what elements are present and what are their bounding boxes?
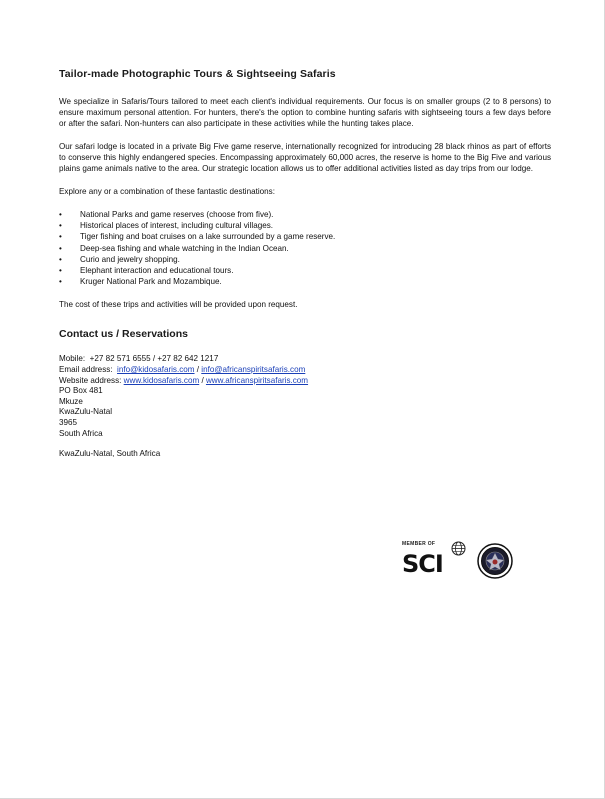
mobile-line xyxy=(59,354,551,365)
bullet-icon: • xyxy=(59,254,62,264)
bullet-icon: • xyxy=(59,221,62,231)
association-seal-logo xyxy=(477,543,513,579)
list-item: • Deep-sea fishing and whale watching in the Indian Ocean. xyxy=(59,243,289,253)
address-line-country: South Africa xyxy=(59,428,103,438)
list-item: • Historical places of interest, including cultural villages. xyxy=(59,221,273,231)
website-link-kidosafaris[interactable]: www.kidosafaris.com xyxy=(123,375,200,385)
list-item: • Tiger fishing and boat cruises on a lake surrounded by a game reserve. xyxy=(59,232,336,242)
mobile-value: +27 82 571 6555 / +27 82 642 1217 xyxy=(89,354,219,364)
email-link-kidosafaris[interactable]: info@kidosafaris.com xyxy=(117,365,195,375)
address-line-postcode: 3965 xyxy=(59,417,78,427)
mobile-label: Mobile: xyxy=(59,354,86,364)
address-line-town: Mkuze xyxy=(59,396,83,406)
list-item: • Kruger National Park and Mozambique. xyxy=(59,277,222,287)
sci-member-logo xyxy=(402,541,468,579)
document-content xyxy=(59,68,551,460)
email-label: Email address: xyxy=(59,365,113,375)
destinations-list xyxy=(59,209,551,287)
globe-icon xyxy=(451,541,466,556)
address-line-province: KwaZulu-Natal xyxy=(59,407,113,417)
region-line: KwaZulu-Natal, South Africa xyxy=(59,449,161,459)
email-line: Email address: info@kidosafaris.com / info@africanspiritsafaris.com xyxy=(59,365,306,375)
email-link-africanspirit[interactable]: info@africanspiritsafaris.com xyxy=(201,365,306,375)
website-line: Website address: www.kidosafaris.com / www.africanspiritsafaris.com xyxy=(59,375,309,385)
bullet-icon: • xyxy=(59,277,62,287)
list-item: • National Parks and game reserves (choose from five). xyxy=(59,210,274,219)
lodge-paragraph: Our safari lodge is located in a private Big Five game reserve, internationally recognized for introducing 28 black rhinos as part of efforts to conserve this highly endangered species. Encompassing approximately 60,000 acres, the reserve is home to the Big Five and various plains game animals native to the area. Our strategic location allows us to offer additional activities listed as day trips from our lodge. xyxy=(59,142,551,173)
bullet-icon: • xyxy=(59,266,62,276)
website-link-africanspirit[interactable]: www.africanspiritsafaris.com xyxy=(205,375,309,385)
intro-paragraph: We specialize in Safaris/Tours tailored to meet each client's individual requirements. Our focus is on smaller groups (2 to 8 persons) to ensure maximum personal attention. For hunters, there's the option to combine hunting safaris with sightseeing tours a few days before or after the safari. Non-hunters can also participate in these activities while the hunting takes place. xyxy=(59,97,551,128)
bullet-icon: • xyxy=(59,210,62,219)
list-item: • Elephant interaction and educational tours. xyxy=(59,266,234,276)
sci-letters: SCI xyxy=(402,550,443,578)
bullet-icon: • xyxy=(59,232,62,242)
page-title: Tailor-made Photographic Tours & Sightseeing Safaris xyxy=(59,68,336,80)
address-line-po-box: PO Box 481 xyxy=(59,386,103,396)
list-item: • Curio and jewelry shopping. xyxy=(59,254,180,264)
contact-heading: Contact us / Reservations xyxy=(59,328,188,341)
bullet-icon: • xyxy=(59,243,62,253)
sci-member-text: MEMBER OF xyxy=(402,541,436,547)
cost-note: The cost of these trips and activities will be provided upon request. xyxy=(59,300,298,310)
website-label: Website address: xyxy=(59,375,122,385)
explore-paragraph: Explore any or a combination of these fantastic destinations: xyxy=(59,187,275,196)
